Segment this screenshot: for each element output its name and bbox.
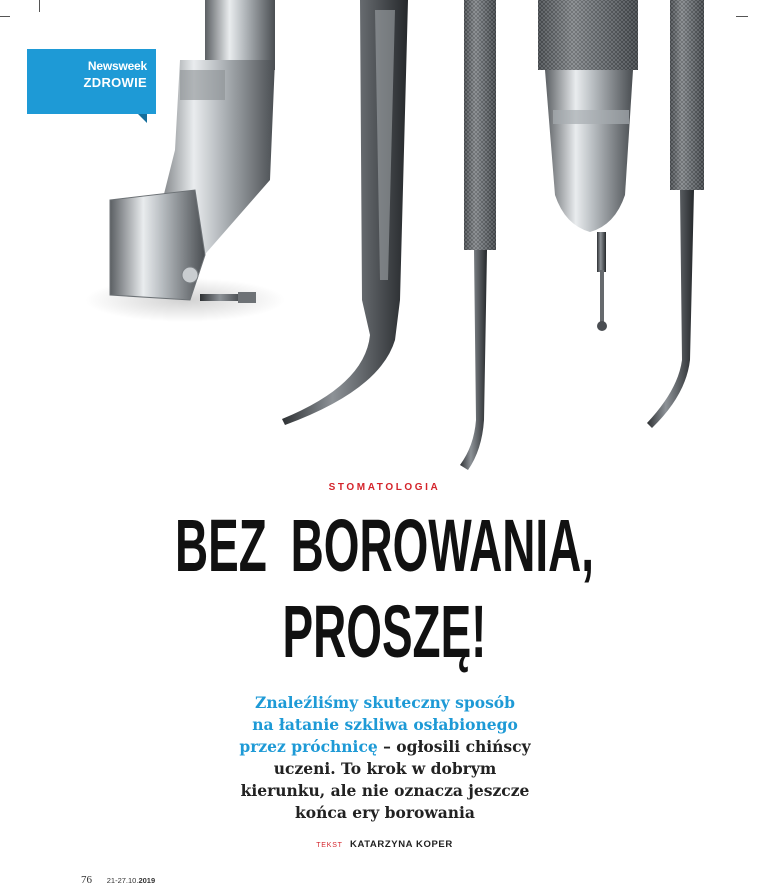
dental-tweezers-icon [282, 0, 408, 425]
page-folio [81, 874, 155, 886]
issue-year: 2019 [138, 876, 156, 885]
dental-drill-icon [538, 0, 638, 331]
dental-probe-icon [460, 0, 496, 470]
headline-line-1: BEZ BOROWANIA, [175, 504, 594, 587]
tag-brand: Newsweek [87, 59, 147, 73]
lead-highlight: na łatanie szkliwa osłabionego [252, 715, 518, 734]
page-number: 76 [81, 874, 92, 886]
article-byline [0, 839, 769, 850]
lead-highlight: przez próchnicę [239, 737, 378, 756]
section-tag [27, 49, 156, 114]
lead-text: uczeni. To krok w dobrym [273, 759, 497, 778]
article-kicker: STOMATOLOGIA [328, 482, 441, 493]
lead-highlight: Znaleźliśmy skuteczny sposób [255, 693, 515, 712]
headline-line-2: PROSZĘ! [282, 590, 487, 673]
tag-fold [138, 114, 147, 123]
lead-dash: – [377, 737, 397, 756]
lead-text: ogłosili chińscy [396, 737, 531, 756]
byline-label: TEKST [316, 842, 343, 849]
issue-dates: 21-27.10. [106, 876, 139, 885]
article-lead [180, 692, 590, 824]
tag-section: ZDROWIE [83, 75, 147, 90]
dental-explorer-icon [647, 0, 704, 428]
lead-text: kierunku, ale nie oznacza jeszcze [240, 781, 530, 800]
article-headline [146, 503, 623, 675]
byline-author: KATARZYNA KOPER [350, 839, 453, 850]
lead-text: końca ery borowania [295, 803, 475, 822]
